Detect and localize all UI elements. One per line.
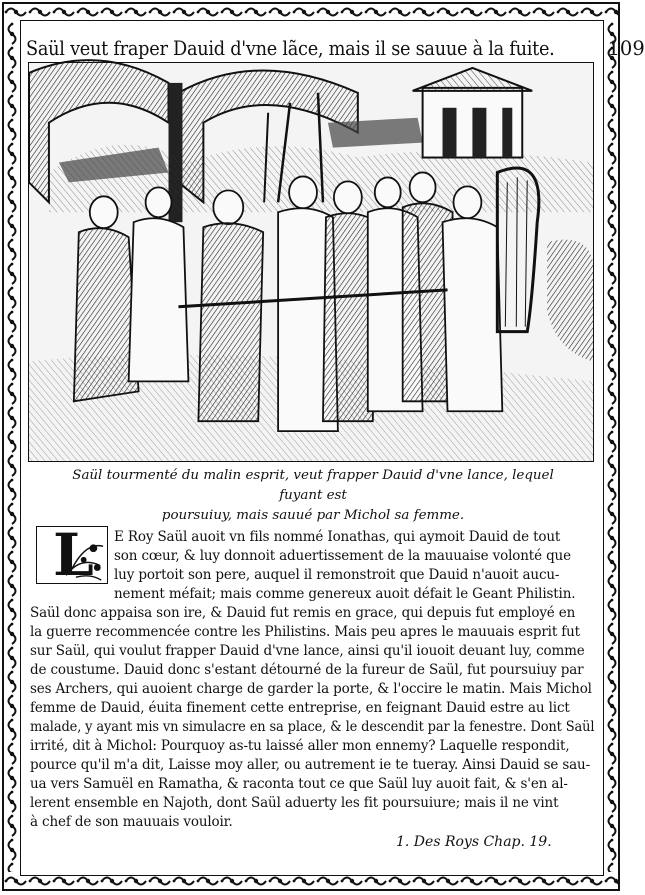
- text-line: Saül donc appaisa son ire, & Dauid fut remis en grace, qui depuis fut employé en: [30, 605, 576, 621]
- text-line: nement méfait; mais comme genereux auoit défait le Geant Philistin.: [114, 586, 576, 602]
- text-line: sur Saül, qui voulut frapper Dauid d'vne lance, ainsi qu'il iouoit deuant luy, comme: [30, 643, 585, 659]
- drop-cap-letter: L: [53, 521, 94, 589]
- text-line: E Roy Saül auoit vn fils nommé Ionathas, qui aymoit Dauid de tout: [114, 529, 561, 545]
- text-line: irrité, dit à Michol: Pourquoy as-tu laissé aller mon ennemy? Laquelle respondit,: [30, 738, 570, 754]
- scripture-reference: 1. Des Roys Chap. 19.: [396, 834, 552, 850]
- caption-line-2: poursuiuy, mais sauué par Michol sa femme.: [161, 508, 465, 523]
- text-line: ua vers Samuël en Ramatha, & raconta tout ce que Saül luy auoit fait, & s'en al-: [30, 776, 568, 792]
- text-line: luy portoit son pere, auquel il remonstroit que Dauid n'auoit aucu-: [114, 567, 560, 583]
- text-line: femme de Dauid, éuita finement cette entreprise, en feignant Dauid estre au lict: [30, 700, 570, 716]
- text-line: son cœur, & luy donnoit aduertissement de la mauuaise volonté que: [114, 548, 571, 564]
- illustration-caption: [52, 466, 574, 526]
- text-line: de coustume. Dauid donc s'estant détourné de la fureur de Saül, fut poursuiuy par: [30, 662, 584, 678]
- text-line: à chef de son mauuais vouloir.: [30, 814, 233, 830]
- drop-cap-initial: [36, 521, 108, 589]
- page-header: [26, 28, 645, 60]
- text-line: la guerre recommencée contre les Philistins. Mais peu apres le mauuais esprit fut: [30, 624, 580, 640]
- body-text: [30, 521, 595, 836]
- border-ornament-left: [4, 22, 20, 872]
- text-line: pource qu'il m'a dit, Laisse moy aller, ou autrement ie te tueray. Ainsi Dauid se sau-: [30, 757, 591, 773]
- border-ornament-top: [4, 4, 618, 20]
- text-line: lerent ensemble en Najoth, dont Saül aduerty les fit poursuiure; mais il ne vint: [30, 795, 559, 811]
- text-line: malade, y ayant mis vn simulacre en sa place, & le descendit par la fenestre. Dont Saül: [30, 719, 595, 735]
- text-line: ses Archers, qui auoient charge de garder la porte, & l'occire le matin. Mais Michol: [30, 681, 592, 697]
- caption-line-1: Saül tourmenté du malin esprit, veut frapper Dauid d'vne lance, lequel fuyant est: [72, 468, 554, 503]
- page-number: 109: [607, 37, 645, 60]
- running-title: Saül veut fraper Dauid d'vne lãce, mais il se sauue à la fuite.: [26, 37, 555, 60]
- woodcut-illustration: [28, 62, 594, 462]
- border-ornament-bottom: [4, 873, 618, 889]
- border-ornament-right: [604, 22, 620, 872]
